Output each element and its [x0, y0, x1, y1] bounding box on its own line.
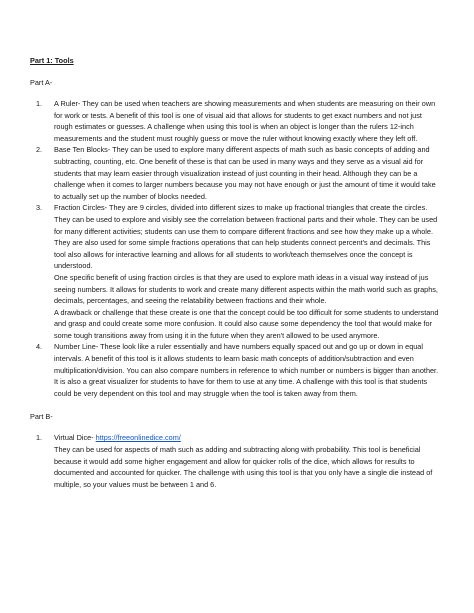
document-title: Part 1: Tools	[30, 56, 74, 65]
list-item-fraction-circles	[30, 202, 442, 341]
list-number: 3.	[36, 203, 43, 213]
item-paragraph: Base Ten Blocks- They can be used to explore many different aspects of math such as basic concepts of adding and subtracting, counting, etc. One benefit of these is that can be used in many ways and they serve as a visual aid for students that may learn easier through visualization instead of just counting in their head. Although they can be a challenge when it comes to larger numbers because you may not have enough or just the amount of time it would take to actually set up the number of blocks needed.	[54, 145, 436, 201]
list-item-ruler	[30, 98, 442, 144]
list-item-base-ten-blocks	[30, 144, 442, 202]
list-number: 1.	[36, 99, 43, 108]
list-number: 4.	[36, 342, 43, 352]
part-b-label: Part B-	[30, 412, 53, 422]
part-a-list	[30, 98, 442, 399]
item-paragraph: One specific benefit of using fraction circles is that they are used to explore math ideas in a visual way instead of jus seeing numbers. It allows for students to work and create many different aspects within the math world such as graphs, decimals, percentages, and seeing the relatability between fractions and their whole.	[54, 272, 438, 306]
item-heading-line	[54, 432, 442, 444]
part-b-list	[30, 432, 442, 490]
item-paragraph: Fraction Circles- They are 9 circles, divided into different sizes to make up fractional triangles that create the circles. They can be used to explore and visibly see the correlation between fractional parts and their whole. They can be used for many different activities; students can use them to compare different fractions and see how they make up a whole. They are also used for some simple fractions operations that can help students connect percent's and decimals. This tool also allows for interactive learning and allows for all students to work/teach themselves once the concept is understood.	[54, 203, 438, 271]
list-number: 1.	[36, 433, 43, 443]
dice-website-link[interactable]: https://freeonlinedice.com/	[95, 433, 181, 443]
list-number: 2.	[36, 145, 43, 155]
item-paragraph: A drawback or challenge that these create is one that the concept could be too difficult for some students to understand and grasp and could create some more confusion. It could also cause some dependency the tool that would make for some tough transitions away from using it in the future when they aren't allowed to be used anymore.	[54, 307, 439, 340]
part-a-label: Part A-	[30, 78, 53, 87]
item-paragraph: A Ruler- They can be used when teachers are showing measurements and when students are measuring on their own for work or tests. A benefit of this tool is one of visual aid that allows for students to get exact numbers and not just rough estimates or guesses. A challenge when using this tool is when an object is longer than the rulers 12-inch measurements and the student must roughly guess or move the ruler without knowing exactly where they left off.	[54, 99, 436, 143]
item-paragraph: Number Line- These look like a ruler essentially and have numbers equally spaced out and go up or down in equal intervals. A benefit of this tool is it allows students to learn basic math concepts of addition/subtraction and even multiplication/division. You can also compare numbers in reference to which number or numbers is bigger than another. It is also a great visualizer for students to have for them to use at any time. A challenge with this tool is that students could be very dependent on this tool and may struggle when the tool is taken away from them.	[54, 342, 439, 398]
document-body	[30, 56, 442, 490]
item-paragraph: They can be used for aspects of math such as adding and subtracting along with probability. This tool is beneficial because it would add some higher engagement and allow for quicker rolls of the dice, which allows for results to documented and accounted for quicker. The challenge with using this tool is that you only have a single die instead of multiple, so your values must be between 1 and 6.	[54, 445, 433, 489]
list-item-virtual-dice	[30, 432, 442, 490]
item-heading: Virtual Dice-	[54, 433, 96, 443]
list-item-number-line	[30, 341, 442, 399]
